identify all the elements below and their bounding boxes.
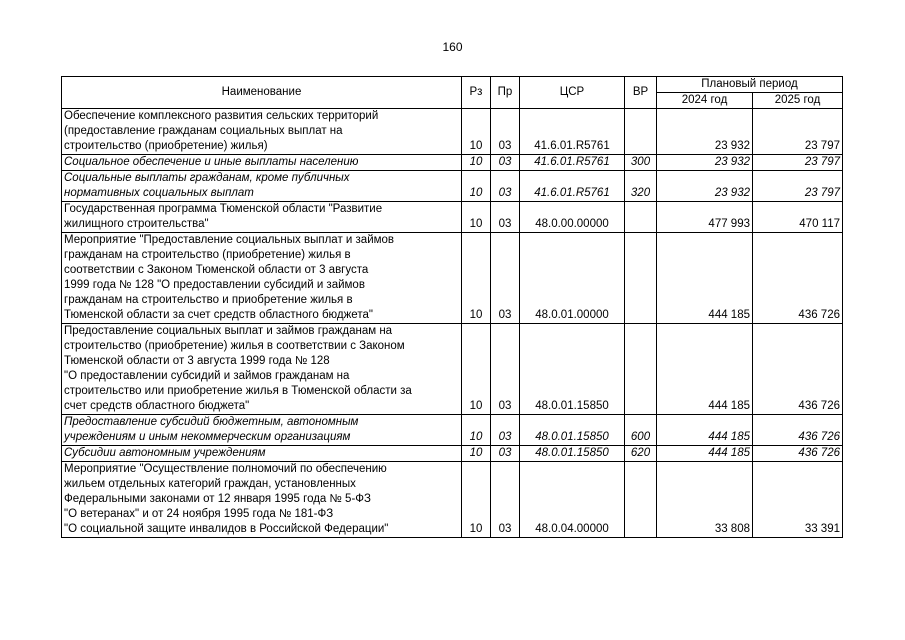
header-year-2024: 2024 год <box>657 93 753 109</box>
row-vr-cell: 300 <box>625 155 657 171</box>
row-2025-value-cell: 436 726 <box>753 233 843 324</box>
row-2025-value-cell: 33 391 <box>753 462 843 538</box>
header-year-2025: 2025 год <box>753 93 843 109</box>
row-pr-cell: 03 <box>491 171 520 202</box>
row-2025-value-cell: 23 797 <box>753 109 843 155</box>
row-pr-cell: 03 <box>491 109 520 155</box>
row-rz-cell: 10 <box>462 155 491 171</box>
row-2025-value-cell: 23 797 <box>753 155 843 171</box>
row-rz-cell: 10 <box>462 171 491 202</box>
row-csr-cell: 48.0.01.15850 <box>520 446 625 462</box>
row-rz-cell: 10 <box>462 109 491 155</box>
row-rz-cell: 10 <box>462 462 491 538</box>
row-2024-value-cell: 23 932 <box>657 155 753 171</box>
row-2024-value-cell: 33 808 <box>657 462 753 538</box>
header-vr: ВР <box>625 77 657 109</box>
row-name-cell: Мероприятие "Осуществление полномочий по обеспечению жильем отдельных категорий граждан, установленных Федеральными законами от 12 января 1995 года № 5-ФЗ "О ветеранах" и от 24 ноября 1995 года № 181-ФЗ "О социальной защите инвалидов в Российской Федерации" <box>62 462 462 538</box>
row-pr-cell: 03 <box>491 415 520 446</box>
row-csr-cell: 48.0.00.00000 <box>520 202 625 233</box>
row-name-cell: Предоставление субсидий бюджетным, автономным учреждениям и иным некоммерческим организациям <box>62 415 462 446</box>
row-2024-value-cell: 23 932 <box>657 109 753 155</box>
row-name-cell: Социальное обеспечение и иные выплаты населению <box>62 155 462 171</box>
row-name-cell: Обеспечение комплексного развития сельских территорий (предоставление гражданам социальных выплат на строительство (приобретение) жилья) <box>62 109 462 155</box>
row-csr-cell: 48.0.01.00000 <box>520 233 625 324</box>
header-plan-period: Плановый период <box>657 77 843 93</box>
row-2025-value-cell: 470 117 <box>753 202 843 233</box>
page-number: 160 <box>442 40 463 54</box>
row-pr-cell: 03 <box>491 324 520 415</box>
row-pr-cell: 03 <box>491 233 520 324</box>
row-rz-cell: 10 <box>462 446 491 462</box>
row-csr-cell: 48.0.04.00000 <box>520 462 625 538</box>
table-row <box>62 171 843 202</box>
table-row <box>62 233 843 324</box>
row-vr-cell: 600 <box>625 415 657 446</box>
table-row <box>62 462 843 538</box>
row-rz-cell: 10 <box>462 202 491 233</box>
row-name-cell: Социальные выплаты гражданам, кроме публичных нормативных социальных выплат <box>62 171 462 202</box>
row-pr-cell: 03 <box>491 446 520 462</box>
table-row <box>62 155 843 171</box>
header-csr: ЦСР <box>520 77 625 109</box>
table-body <box>62 109 843 538</box>
row-name-cell: Субсидии автономным учреждениям <box>62 446 462 462</box>
row-name-cell: Предоставление социальных выплат и займов гражданам на строительство (приобретение) жилья в соответствии с Законом Тюменской области от 3 августа 1999 года № 128 "О предоставлении субсидий и займов гражданам на строительство или приобретение жилья в Тюменской области за счет средств областного бюджета" <box>62 324 462 415</box>
row-name-cell: Мероприятие "Предоставление социальных выплат и займов гражданам на строительство (приобретение) жилья в соответствии с Законом Тюменской области от 3 августа 1999 года № 128 "О предоставлении субсидий и займов гражданам на строительство и приобретение жилья в Тюменской области за счет средств областного бюджета" <box>62 233 462 324</box>
budget-table <box>61 76 843 538</box>
row-2024-value-cell: 23 932 <box>657 171 753 202</box>
row-vr-cell <box>625 324 657 415</box>
row-vr-cell: 620 <box>625 446 657 462</box>
row-csr-cell: 41.6.01.R5761 <box>520 109 625 155</box>
row-2024-value-cell: 444 185 <box>657 233 753 324</box>
row-pr-cell: 03 <box>491 155 520 171</box>
row-csr-cell: 48.0.01.15850 <box>520 415 625 446</box>
row-2024-value-cell: 477 993 <box>657 202 753 233</box>
row-vr-cell <box>625 202 657 233</box>
header-rz: Рз <box>462 77 491 109</box>
row-csr-cell: 48.0.01.15850 <box>520 324 625 415</box>
header-pr: Пр <box>491 77 520 109</box>
row-pr-cell: 03 <box>491 462 520 538</box>
row-vr-cell <box>625 233 657 324</box>
row-csr-cell: 41.6.01.R5761 <box>520 171 625 202</box>
row-vr-cell <box>625 109 657 155</box>
row-2024-value-cell: 444 185 <box>657 415 753 446</box>
table-row <box>62 202 843 233</box>
row-rz-cell: 10 <box>462 233 491 324</box>
table-row <box>62 324 843 415</box>
row-vr-cell <box>625 462 657 538</box>
row-2025-value-cell: 436 726 <box>753 324 843 415</box>
row-name-cell: Государственная программа Тюменской области "Развитие жилищного строительства" <box>62 202 462 233</box>
row-rz-cell: 10 <box>462 415 491 446</box>
table-row <box>62 446 843 462</box>
row-vr-cell: 320 <box>625 171 657 202</box>
row-2025-value-cell: 436 726 <box>753 446 843 462</box>
table-row <box>62 109 843 155</box>
row-2025-value-cell: 436 726 <box>753 415 843 446</box>
row-2025-value-cell: 23 797 <box>753 171 843 202</box>
row-pr-cell: 03 <box>491 202 520 233</box>
row-2024-value-cell: 444 185 <box>657 446 753 462</box>
row-rz-cell: 10 <box>462 324 491 415</box>
header-name: Наименование <box>62 77 462 109</box>
table-row <box>62 415 843 446</box>
row-csr-cell: 41.6.01.R5761 <box>520 155 625 171</box>
row-2024-value-cell: 444 185 <box>657 324 753 415</box>
